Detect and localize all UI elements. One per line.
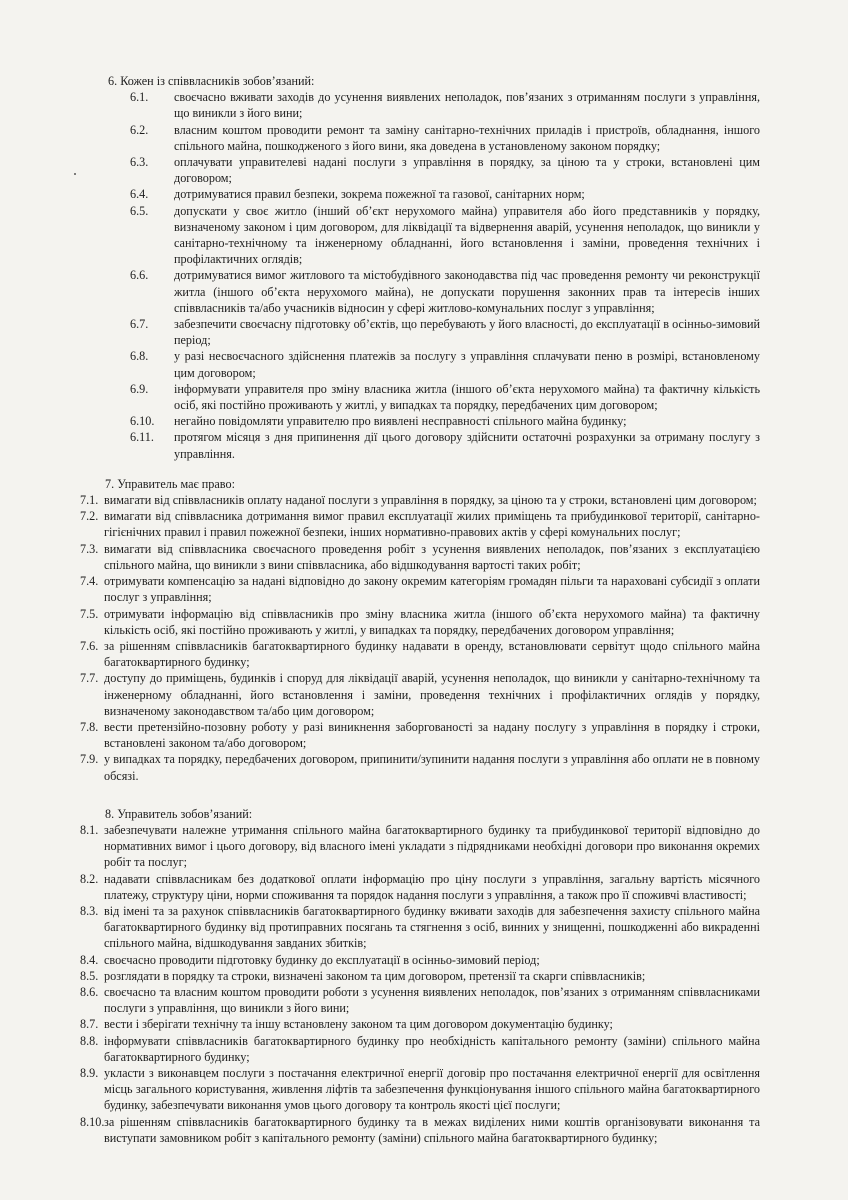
list-item — [80, 751, 760, 783]
list-item — [80, 316, 760, 348]
item-number: 8.5. — [80, 968, 99, 983]
item-number: 7.6. — [80, 638, 99, 653]
item-text: забезпечувати належне утримання спільного майна багатоквартирного будинку та прибудинкової території відповідно до нормативних вимог і цього договору, від власного імені укладати з підрядниками необхідні договори про виконання окремих робіт та послуг; — [104, 822, 760, 870]
item-number: 6.5. — [130, 203, 149, 218]
item-number: 6.11. — [130, 430, 154, 445]
item-number: 8.8. — [80, 1033, 99, 1048]
item-number: 8.7. — [80, 1017, 99, 1032]
list-item — [80, 492, 760, 508]
list-item — [80, 122, 760, 154]
item-number: 6.3. — [130, 155, 149, 170]
list-item — [80, 89, 760, 121]
item-number: 6.9. — [130, 381, 149, 396]
item-number: 6.1. — [130, 90, 149, 105]
item-number: 6.6. — [130, 268, 149, 283]
item-text: допускати у своє житло (інший об’єкт нерухомого майна) управителя або його представників у порядку, визначеному законом і цим договором, для ліквідації та відвернення аварій, усунення неполадок, що виникли у санітарно-технічному та інженерному обладнанні, його встановлення і заміни, проведення технічних і профілактичних оглядів; — [174, 203, 760, 267]
section-heading: 7. Управитель має право: — [105, 476, 235, 491]
section-heading: 6. Кожен із співвласників зобов’язаний: — [108, 74, 315, 88]
item-text: забезпечити своєчасну підготовку об’єктів, що перебувають у його власності, до експлуатації в осінньо-зимовий період; — [174, 317, 760, 348]
item-text: надавати співвласникам без додаткової оплати інформацію про ціну послуги з управління, загальну вартість місячного платежу, структуру ціни, норми споживання та порядок надання послуги з управління, а також про її споживчі властивості; — [104, 871, 760, 902]
item-number: 8.1. — [80, 822, 99, 837]
item-number: 7.9. — [80, 752, 99, 767]
list-item — [80, 508, 760, 540]
item-text: вимагати від співвласника своєчасного проведення робіт з усунення виявлених неполадок, пов’язаних з експлуатацією спільного майна, що виникли з вини співвласника, або відшкодування вартості таких робіт; — [104, 541, 760, 572]
item-text: отримувати інформацію від співвласників про зміну власника житла (іншого об’єкта нерухомого майна) та фактичну кількість осіб, які постійно проживають у житлі, у випадках та порядку, передбачених договором управління; — [104, 606, 760, 637]
section-owner-obligations — [80, 73, 760, 462]
item-text: укласти з виконавцем послуги з постачання електричної енергії договір про постачання електричної енергії для освітлення місць загального користування, живлення ліфтів та забезпечення функціонування іншого спільного майна багатоквартирного будинку, забезпечувати виконання умов цього договору та контроль якості цієї послуги; — [104, 1065, 760, 1113]
list-item — [80, 871, 760, 903]
list-item — [80, 381, 760, 413]
item-text: дотримуватися правил безпеки, зокрема пожежної та газової, санітарних норм; — [174, 187, 585, 202]
item-text: у випадках та порядку, передбачених договором, припинити/зупинити надання послуги з управління або оплати не в повному обсязі. — [104, 752, 760, 783]
list-item — [80, 429, 760, 461]
item-number: 8.2. — [80, 871, 99, 886]
list-item — [80, 952, 760, 968]
item-text: за рішенням співвласників багатоквартирного будинку надавати в оренду, встановлювати сервітут щодо спільного майна багатоквартирного будинку; — [104, 638, 760, 670]
item-number: 8.3. — [80, 903, 99, 918]
list-item — [80, 186, 760, 202]
list-item — [80, 719, 760, 751]
document-body — [80, 73, 760, 1146]
list-item — [80, 984, 760, 1016]
item-number: 8.9. — [80, 1065, 99, 1080]
list-item — [80, 903, 760, 952]
item-text: вести і зберігати технічну та іншу встановлену законом та цим договором документацію будинку; — [104, 1017, 613, 1032]
item-text: своєчасно вживати заходів до усунення виявлених неполадок, пов’язаних з отриманням послуги з управління, що виникли з його вини; — [174, 90, 760, 121]
list-item — [80, 968, 760, 984]
item-text: у разі несвоєчасного здійснення платежів за послугу з управління сплачувати пеню в розмірі, встановленому цим договором; — [174, 349, 760, 380]
item-number: 6.10. — [130, 414, 155, 429]
list-item — [80, 348, 760, 380]
list-item — [80, 203, 760, 268]
item-number: 6.7. — [130, 317, 149, 332]
item-text: отримувати компенсацію за надані відповідно до закону окремим категоріям громадян пільги та нараховані субсидії з оплати послуг з управління; — [104, 574, 760, 605]
item-text: від імені та за рахунок співвласників багатоквартирного будинку вживати заходів для забезпечення захисту спільного майна багатоквартирного будинку від протиправних посягань та стягнення з осіб, винних у знищенні, пошкодженні або викраденні спільного майна, відшкодування завданих збитків; — [104, 903, 760, 951]
list-item — [80, 1033, 760, 1065]
list-item — [80, 413, 760, 429]
section-manager-rights — [80, 476, 760, 784]
list-item — [80, 267, 760, 316]
item-text: негайно повідомляти управителю про виявлені несправності спільного майна будинку; — [174, 414, 627, 429]
item-number: 6.8. — [130, 349, 149, 364]
list-item — [80, 541, 760, 573]
item-number: 7.8. — [80, 719, 99, 734]
item-text: за рішенням співвласників багатоквартирного будинку та в межах виділених ними коштів організовувати виконання та виступати замовником робіт з капітального ремонту (заміни) спільного майна багатоквартирного будинку; — [104, 1114, 760, 1145]
list-item — [80, 1065, 760, 1114]
item-text: вести претензійно-позовну роботу у разі виникнення заборгованості за надану послугу з управління в порядку і строки, встановлені законом та/або договором; — [104, 719, 760, 751]
item-number: 8.4. — [80, 952, 99, 967]
item-number: 8.10. — [80, 1114, 105, 1129]
list-item — [80, 573, 760, 605]
item-text: доступу до приміщень, будинків і споруд для ліквідації аварій, усунення неполадок, що виникли у санітарно-технічному та інженерному обладнанні, його встановлення і заміни, проведення технічних і профілактичних оглядів у порядку, визначеному законодавством та/або цим договором; — [104, 671, 760, 718]
item-text: розглядати в порядку та строки, визначені законом та цим договором, претензії та скарги співвласників; — [104, 968, 646, 983]
item-number: 7.2. — [80, 509, 99, 524]
item-text: своєчасно та власним коштом проводити роботи з усунення виявлених неполадок, пов’язаних з отриманням співвласниками послуги з управління, що виникли з його вини; — [104, 984, 760, 1016]
section-heading: 8. Управитель зобов’язаний: — [105, 806, 253, 821]
item-number: 7.3. — [80, 541, 99, 556]
list-item — [80, 638, 760, 670]
item-text: вимагати від співвласника дотримання вимог правил експлуатації жилих приміщень та прибудинкової території, санітарно-гігієнічних правил і правил пожежної безпеки, інших нормативно-правових актів у сфері комунальних послуг; — [104, 509, 760, 540]
item-number: 7.5. — [80, 606, 99, 621]
item-text: вимагати від співвласників оплату наданої послуги з управління в порядку, за ціною та у строки, встановлені цим договором; — [104, 493, 757, 508]
item-text: інформувати управителя про зміну власника житла (іншого об’єкта нерухомого майна) та фактичну кількість осіб, які постійно проживають у житлі, у випадках та порядку, передбачених цим договором; — [174, 381, 760, 413]
item-number: 8.6. — [80, 984, 99, 999]
scan-speck — [74, 173, 76, 175]
list-item — [80, 822, 760, 871]
list-item — [80, 154, 760, 186]
item-text: оплачувати управителеві надані послуги з управління в порядку, за ціною та у строки, встановлені цим договором; — [174, 155, 760, 186]
list-item — [80, 1114, 760, 1146]
list-item — [80, 670, 760, 719]
item-text: власним коштом проводити ремонт та заміну санітарно-технічних приладів і пристроїв, обладнання, іншого спільного майна, пошкодженого з його вини, яка доведена в установленому законом порядку; — [174, 122, 760, 153]
item-text: своєчасно проводити підготовку будинку до експлуатації в осінньо-зимовий період; — [104, 952, 540, 967]
item-number: 7.7. — [80, 671, 99, 686]
item-text: інформувати співвласників багатоквартирного будинку про необхідність капітального ремонту (заміни) спільного майна багатоквартирного будинку; — [104, 1033, 760, 1064]
item-number: 7.4. — [80, 574, 99, 589]
list-item — [80, 1016, 760, 1032]
item-text: протягом місяця з дня припинення дії цього договору здійснити остаточні розрахунки за отриману послугу з управління. — [174, 430, 760, 461]
list-item — [80, 606, 760, 638]
item-number: 6.4. — [130, 187, 149, 202]
section-manager-obligations — [80, 806, 760, 1146]
item-text: дотримуватися вимог житлового та містобудівного законодавства під час проведення ремонту чи реконструкції житла (іншого об’єкта нерухомого майна), не допускати порушення законних прав та інтересів інших співвласників та/або учасників відносин у сфері житлово-комунальних послуг з управління; — [174, 268, 760, 315]
item-number: 6.2. — [130, 122, 149, 137]
item-number: 7.1. — [80, 493, 99, 508]
